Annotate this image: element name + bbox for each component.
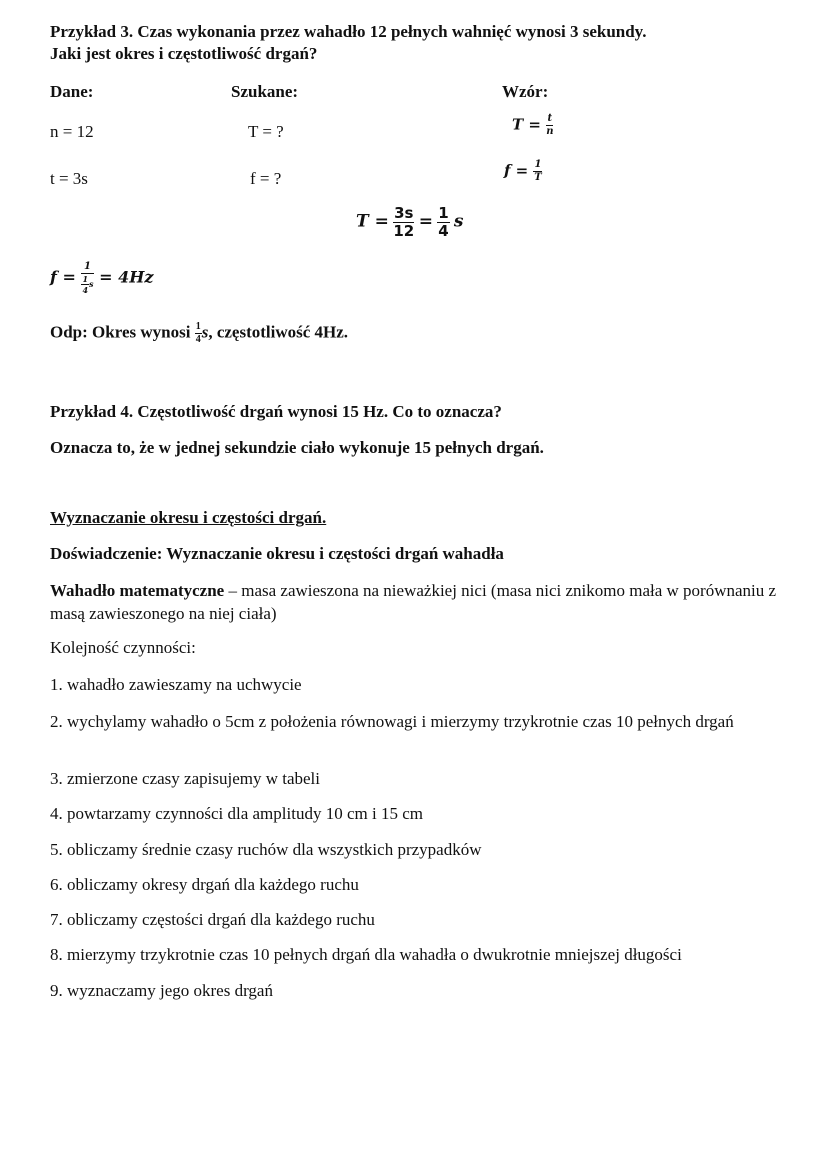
given-t: t = 3s [50,169,88,188]
formula-period [512,114,553,137]
formula-frequency-num: 1 [534,159,542,170]
example3-question: Jaki jest okres i częstotliwość drgań? [50,44,318,63]
formula-frequency [504,160,542,183]
answer-num: 1 [195,321,201,332]
freq-inner-fraction [81,275,89,294]
answer-fraction [195,322,202,345]
freq-result: = 4Hz [99,267,154,287]
given-n: n = 12 [50,122,94,141]
list-item: 6. obliczamy okresy drgań dla każdego ruchu [50,875,359,894]
unknown-f: f = ? [250,169,282,188]
freq-inner-num: 1 [82,274,89,284]
example3-title: Przykład 3. Czas wykonania przez wahadło 12 pełnych wahnięć wynosi 3 sekundy. [50,22,647,41]
freq-num: 1 [81,262,93,274]
unknowns-header: Szukane: [231,82,299,101]
calc-equals: = [418,211,433,232]
formula-frequency-fraction [533,160,542,183]
freq-fraction [81,262,93,294]
formula-period-lhs: T = [512,115,541,134]
calc-lhs: T = [356,211,389,232]
freq-lhs: f = [50,267,76,287]
calc-den-1: 12 [393,222,415,240]
formula-period-num: t [547,113,553,124]
definition-paragraph [50,579,785,625]
definition-text: – masa zawieszona na nieważkiej nici (masa nici znikomo mała w porównaniu z masą zawieszonego na niej ciała) [50,581,777,623]
list-item: 8. mierzymy trzykrotnie czas 10 pełnych drgań dla wahadła o dwukrotnie mniejszej długości [50,945,682,964]
period-calculation [356,206,463,239]
freq-den [81,274,93,294]
calc-unit: s [453,211,464,232]
order-label: Kolejność czynności: [50,638,196,657]
formula-header: Wzór: [502,82,549,101]
example4-answer: Oznacza to, że w jednej sekundzie ciało wykonuje 15 pełnych drgań. [50,438,544,457]
unknown-T: T = ? [248,122,284,141]
example3-answer [50,322,348,345]
formula-frequency-lhs: f = [504,161,529,180]
list-item: 5. obliczamy średnie czasy ruchów dla wszystkich przypadków [50,840,482,859]
section-title: Wyznaczanie okresu i częstości drgań. [50,508,327,527]
calc-den-2: 4 [438,222,449,240]
calc-fraction-2 [437,206,449,239]
example4-question: Przykład 4. Częstotliwość drgań wynosi 15 Hz. Co to oznacza? [50,402,502,421]
definition-term: Wahadło matematyczne [50,581,225,600]
formula-frequency-den: T [534,172,542,183]
calc-num-2: 1 [438,204,449,222]
given-header: Dane: [50,82,94,101]
experiment-title: Doświadczenie: Wyznaczanie okresu i częstości drgań wahadła [50,544,504,563]
formula-period-den: n [546,126,554,137]
list-item: 3. zmierzone czasy zapisujemy w tabeli [50,769,320,788]
list-item: 4. powtarzamy czynności dla amplitudy 10 cm i 15 cm [50,804,423,823]
answer-den: 4 [195,334,201,345]
freq-inner-den: 4 [82,285,89,295]
list-item: 7. obliczamy częstości drgań dla każdego ruchu [50,910,375,929]
answer-suffix: , częstotliwość 4Hz. [208,322,349,342]
list-item: 9. wyznaczamy jego okres drgań [50,981,273,1000]
answer-prefix: Odp: Okres wynosi [50,322,191,342]
calc-num-1: 3s [394,204,414,222]
answer-unit: s [201,322,209,342]
frequency-calculation [50,262,153,294]
formula-period-fraction [546,114,553,137]
freq-inner-unit: s [89,279,94,289]
calc-fraction-1 [393,206,414,239]
list-item: 1. wahadło zawieszamy na uchwycie [50,675,302,694]
list-item: 2. wychylamy wahadło o 5cm z położenia równowagi i mierzymy trzykrotnie czas 10 pełnych drgań [50,712,734,731]
